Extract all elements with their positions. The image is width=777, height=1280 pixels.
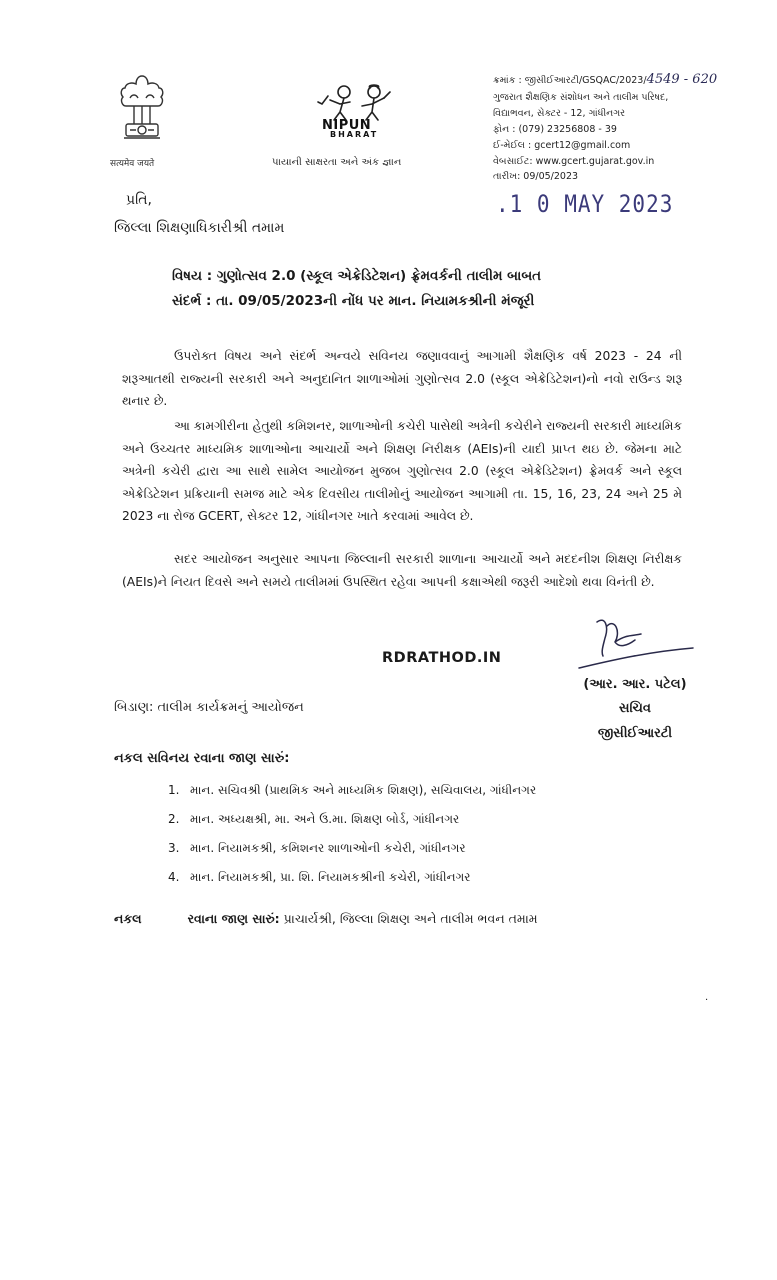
- office-website: વેબસાઈટ: www.gcert.gujarat.gov.in: [493, 156, 655, 167]
- body-paragraph-2: આ કામગીરીના હેતુથી કમિશનર, શાળાઓની કચેરી પાસેથી અત્રેની કચેરીને રાજ્યની સરકારી માધ્યમિક અને ઉચ્ચતર માધ્યમિક શાળાઓના આચાર્યો અને શિક્ષણ નિરીક્ષક (AEIs)ની યાદી પ્રાપ્ત થઇ છે. જેમના માટે અત્રેની કચેરી દ્વારા આ સાથે સામેલ આયોજન મુજબ ગુણોત્સવ 2.0 (સ્કૂલ એક્રેડિટેશન) ફ્રેમવર્ક અને સ્કૂલ એક્રેડિટેશન પ્રક્રિયાની સમજ માટે એક દિવસીય તાલીમોનું આયોજન આગામી તા. 15, 16, 23, 24 અને 25 મે 2023 ના રોજ GCERT, સેક્ટર 12, ગાંધીનગર ખાતે કરવામાં આવેલ છે.: [122, 419, 682, 523]
- received-date-stamp: .1 0 MAY 2023: [496, 190, 674, 218]
- signatory-designation: સચિવ: [619, 701, 651, 716]
- nipun-tagline: પાયાની સાક્ષરતા અને અંક જ્ઞાન: [272, 157, 402, 168]
- body-paragraph-1: ઉપરોક્ત વિષય અને સંદર્ભ અન્વયે સવિનય જણાવવાનું આગામી શૈક્ષણિક વર્ષ 2023 - 24 ની શરૂઆતથી રાજ્યની સરકારી અને અનુદાનિત શાળાઓમાં ગુણોત્સવ 2.0 (સ્કૂલ એક્રેડિટેશન)નો નવો રાઉન્ડ શરૂ થનાર છે.: [122, 349, 682, 408]
- enclosure-line: બિડાણ: તાલીમ કાર્યક્રમનું આયોજન: [114, 700, 304, 715]
- national-emblem-icon: [108, 68, 176, 168]
- copy-list-item: 4. માન. નિયામકશ્રી, પ્રા. શિ. નિયામકશ્રીની કચેરી, ગાંધીનગર: [168, 870, 471, 884]
- letter-date: તારીખ: 09/05/2023: [493, 171, 579, 182]
- signatory-office: જીસીઈઆરટી: [597, 726, 673, 741]
- copy-to-principals: [114, 911, 538, 927]
- office-line-1: ગુજરાત શૈક્ષણિક સંશોધન અને તાલીમ પરિષદ,: [493, 92, 669, 103]
- signature-graphic: [575, 612, 700, 676]
- office-phone: ફોન : (079) 23256808 - 39: [493, 124, 617, 135]
- reference-handwritten: 4549 - 620: [646, 72, 718, 87]
- subject-line: વિષય : ગુણોત્સવ 2.0 (સ્કૂલ એક્રેડિટેશન) ફ્રેમવર્કની તાલીમ બાબત: [172, 268, 542, 284]
- copy2-text: રવાના જાણ સારું:: [187, 911, 280, 926]
- nipun-logo-text: NIPUN: [322, 118, 372, 133]
- reference-line: સંદર્ભ : તા. 09/05/2023ની નોંધ પર માન. નિયામકશ્રીની મંજૂરી: [172, 293, 535, 309]
- body-paragraph-3: સદર આયોજન અનુસાર આપના જિલ્લાની સરકારી શાળાના આચાર્યો અને મદદનીશ શિક્ષણ નિરીક્ષક (AEIs)ને નિયત દિવસે અને સમયે તાલીમમાં ઉપસ્થિત રહેવા આપની કક્ષાએથી જરૂરી આદેશો થવા વિનંતી છે.: [122, 552, 682, 589]
- stray-mark: ·: [705, 995, 709, 1006]
- nipun-logo-subtext: BHARAT: [330, 130, 379, 139]
- office-email: ઈ-મેઈલ : gcert12@gmail.com: [493, 140, 631, 151]
- addressee-to: જિલ્લા શિક્ષણાધિકારીશ્રી તમામ: [114, 220, 285, 236]
- copy2-recipients: પ્રાચાર્યશ્રી, જિલ્લા શિક્ષણ અને તાલીમ ભવન તમામ: [283, 911, 538, 926]
- copy-list-item: 2. માન. અધ્યક્ષશ્રી, મા. અને ઉ.મા. શિક્ષણ બોર્ડ, ગાંધીનગર: [168, 812, 460, 826]
- nipun-bharat-logo: [300, 80, 410, 150]
- reference-label: ક્રમાંક : જીસીઈઆરટી/GSQAC/2023/: [493, 75, 647, 86]
- office-line-2: વિદ્યાભવન, સેક્ટર - 12, ગાંધીનગર: [493, 108, 626, 119]
- site-watermark: RDRATHOD.IN: [382, 650, 502, 666]
- copy-list-item: 1. માન. સચિવશ્રી (પ્રાથમિક અને માધ્યમિક શિક્ષણ), સચિવાલય, ગાંધીનગર: [168, 783, 537, 797]
- copy2-label: નકલ: [114, 911, 142, 926]
- signatory-name: (આર. આર. પટેલ): [583, 677, 687, 692]
- emblem-caption: सत्यमेव जयते: [110, 159, 155, 169]
- addressee-prati: પ્રતિ,: [126, 192, 152, 208]
- copy-list-item: 3. માન. નિયામકશ્રી, કમિશનર શાળાઓની કચેરી, ગાંધીનગર: [168, 841, 466, 855]
- reference-number: [493, 73, 773, 88]
- copies-heading: નકલ સવિનય રવાના જાણ સારું:: [114, 751, 290, 766]
